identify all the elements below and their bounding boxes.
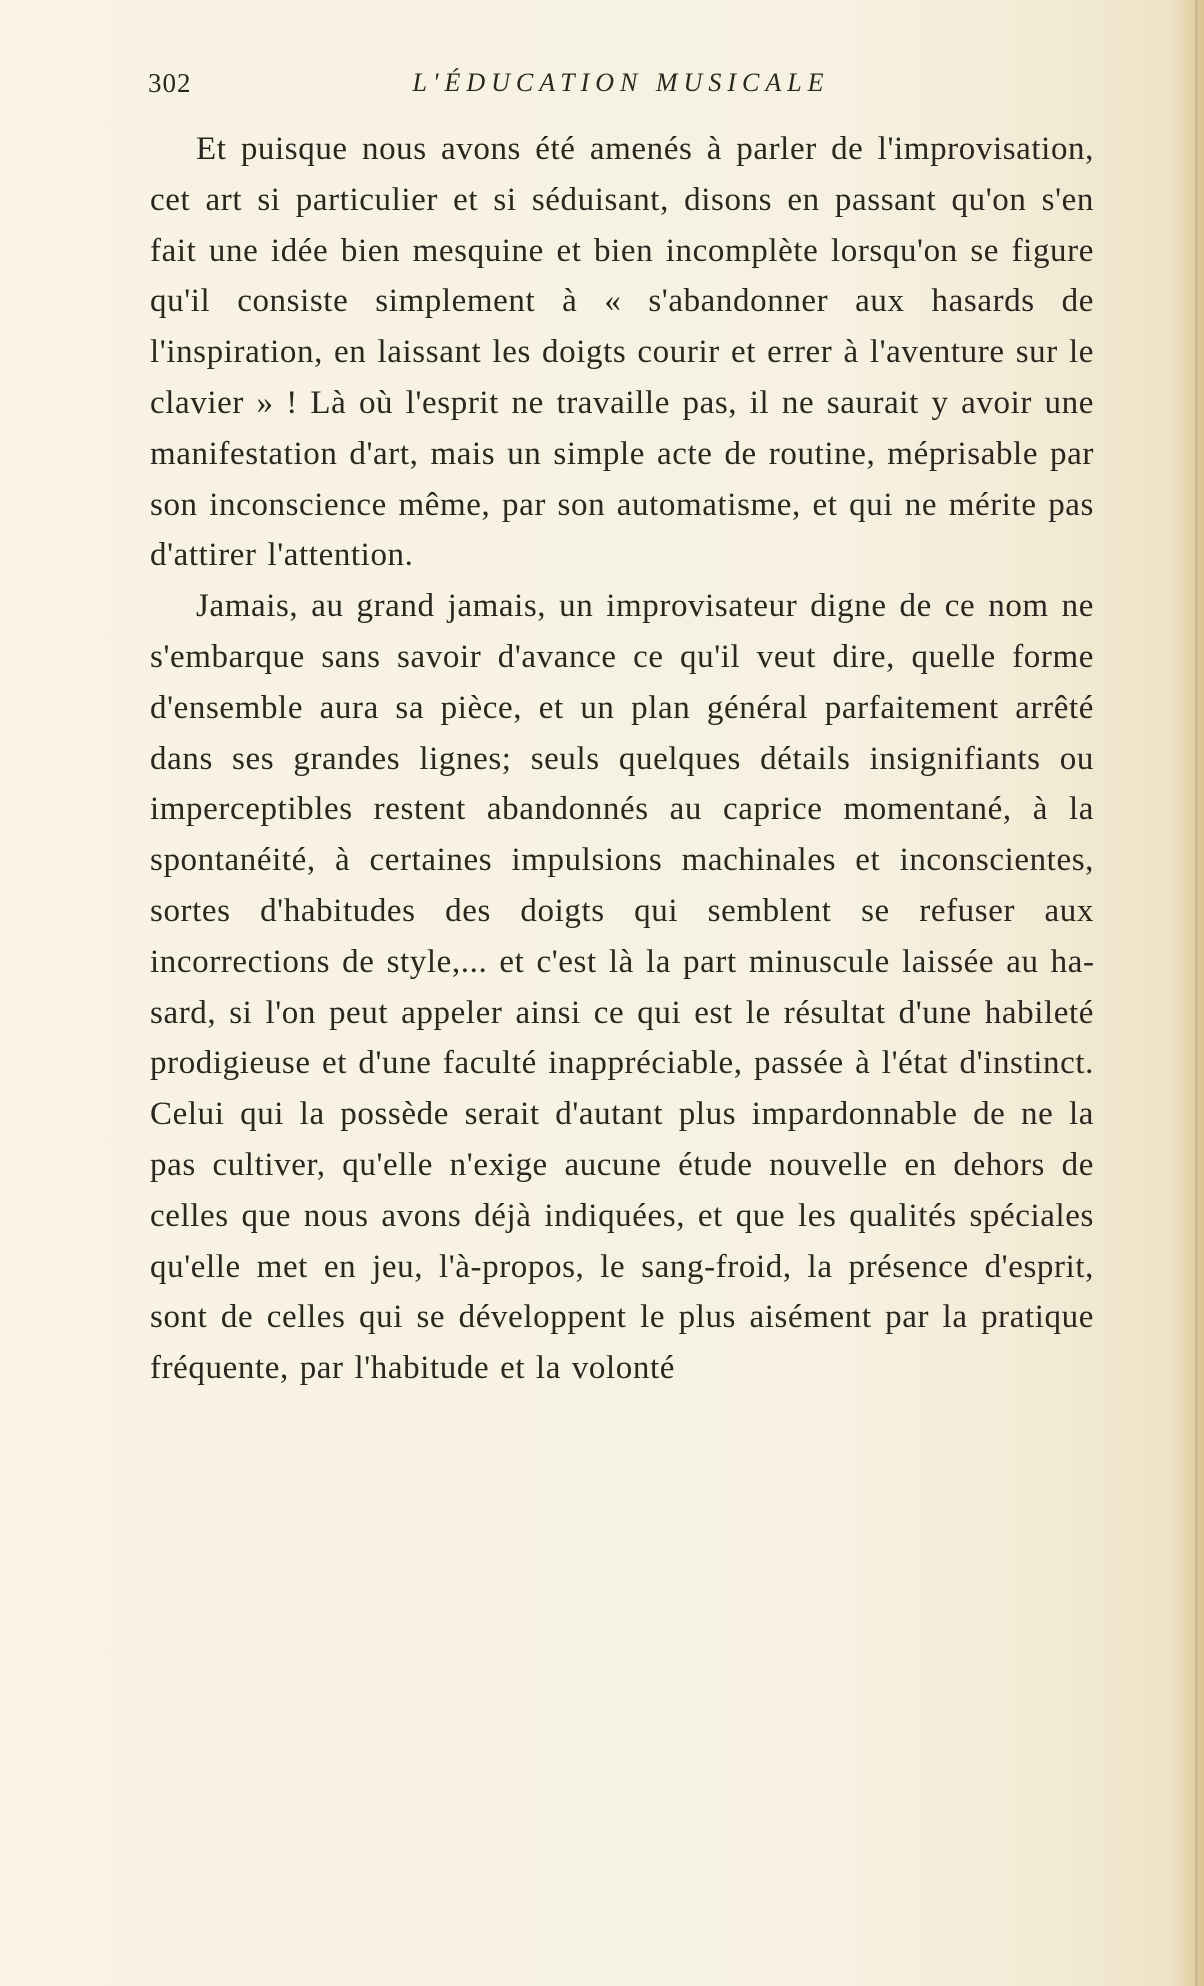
paragraph-jamais: Jamais, au grand jamais, un improvisateur digne de ce nom ne s'embarque sans savoir d'avance ce qu'il veut dire, quelle forme d'ensemble aura sa pièce, et un plan général parfaitement arrêté dans ses grandes lignes; seuls quelques détails insignifiants ou imperceptibles restent abandonnés au caprice momentané, à la spontanéité, à certaines impulsions machinales et inconscientes, sortes d'habitudes des doigts qui semblent se refuser aux incorrections de style,... et c'est là la part minuscule laissée au hasard, si l'on peut appeler ainsi ce qui est le résultat d'une habileté prodigieuse et d'une faculté inappréciable, passée à l'état d'instinct. Celui qui la possède serait d'autant plus impardonnable de ne la pas cultiver, qu'elle n'exige aucune étude nouvelle en dehors de celles que nous avons déjà indiquées, et que les qualités spéciales qu'elle met en jeu, l'à-propos, le sang-froid, la présence d'esprit, sont de celles qui se développent le plus aisément par la pratique fréquente, par l'habitude et la volonté [150, 588, 1094, 1387]
page-number: 302 [148, 68, 192, 98]
body-text [150, 124, 1094, 1394]
page-header [148, 68, 1094, 108]
page-edge-line [1195, 0, 1198, 1986]
running-title: L'ÉDUCATION MUSICALE [412, 68, 830, 97]
page-edge-shadow [1170, 0, 1204, 1986]
paragraph-improvisation: Et puisque nous avons été amenés à parler de l'improvisation, cet art si particulier et si séduisant, disons en passant qu'on s'en fait une idée bien mesquine et bien incomplète lorsqu'on se figure qu'il consiste simplement à « s'abandonner aux hasards de l'inspiration, en laissant les doigts courir et errer à l'aventure sur le clavier » ! Là où l'esprit ne travaille pas, il ne saurait y avoir une manifestation d'art, mais un simple acte de routine, méprisable par son inconscience même, par son automatisme, et qui ne mérite pas d'attirer l'attention. [150, 131, 1094, 574]
